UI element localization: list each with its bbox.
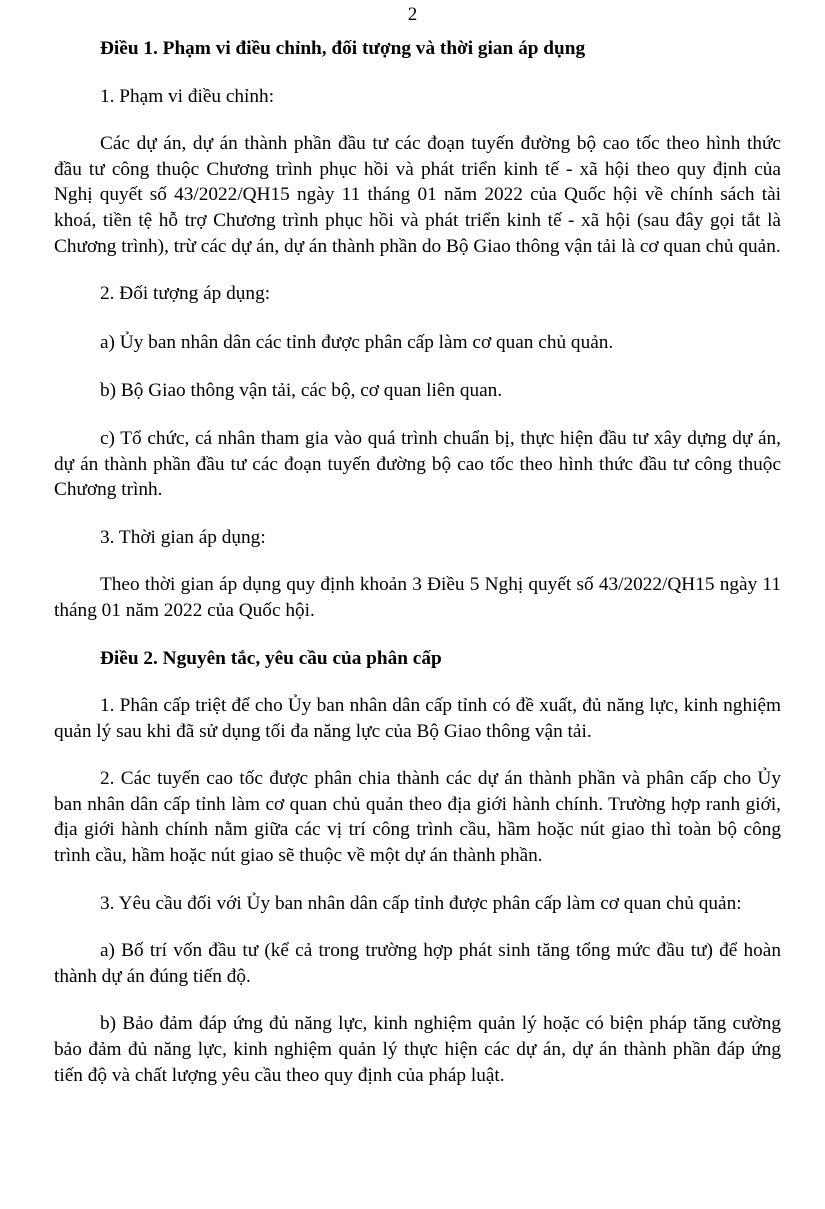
article-2-paragraph-1: 1. Phân cấp triệt để cho Ủy ban nhân dân cấp tỉnh có đề xuất, đủ năng lực, kinh nghiệm quản lý sau khi đã sử dụng tối đa năng lực của Bộ Giao thông vận tải. bbox=[54, 695, 781, 742]
article-1-section-2-item-c: c) Tổ chức, cá nhân tham gia vào quá trình chuẩn bị, thực hiện đầu tư xây dựng dự án, dự án thành phần đầu tư các đoạn tuyến đường bộ cao tốc theo hình thức đầu tư công thuộc Chương trình. bbox=[54, 427, 781, 501]
article-1-section-2-item-a: a) Ủy ban nhân dân các tỉnh được phân cấp làm cơ quan chủ quản. bbox=[100, 331, 614, 353]
page-number: 2 bbox=[407, 4, 418, 25]
article-2-paragraph-3-item-a: a) Bố trí vốn đầu tư (kể cả trong trường hợp phát sinh tăng tổng mức đầu tư) để hoàn thành dự án đúng tiến độ. bbox=[54, 940, 781, 987]
article-1-section-1-title: 1. Phạm vi điều chỉnh: bbox=[100, 85, 275, 107]
document-body bbox=[54, 36, 781, 1088]
article-2-paragraph-3-item-b: b) Bảo đảm đáp ứng đủ năng lực, kinh nghiệm quản lý hoặc có biện pháp tăng cường bảo đảm đủ năng lực, kinh nghiệm quản lý thực hiện các dự án, dự án thành phần đáp ứng tiến độ và chất lượng yêu cầu theo quy định của pháp luật. bbox=[54, 1013, 781, 1086]
article-1-section-1-body: Các dự án, dự án thành phần đầu tư các đoạn tuyến đường bộ cao tốc theo hình thức đầu tư công thuộc Chương trình phục hồi và phát triển kinh tế - xã hội theo quy định của Nghị quyết số 43/2022/QH15 ngày 11 tháng 01 năm 2022 của Quốc hội về chính sách tài khoá, tiền tệ hỗ trợ Chương trình phục hồi và phát triển kinh tế - xã hội (sau đây gọi tắt là Chương trình), trừ các dự án, dự án thành phần do Bộ Giao thông vận tải là cơ quan chủ quản. bbox=[54, 133, 781, 257]
article-1-heading: Điều 1. Phạm vi điều chỉnh, đối tượng và thời gian áp dụng bbox=[100, 38, 586, 59]
article-1-section-3-title: 3. Thời gian áp dụng: bbox=[100, 526, 266, 548]
article-1-section-2-title: 2. Đối tượng áp dụng: bbox=[100, 283, 271, 305]
article-1-section-2-item-b: b) Bộ Giao thông vận tải, các bộ, cơ quan liên quan. bbox=[100, 380, 503, 402]
article-2-paragraph-2: 2. Các tuyến cao tốc được phân chia thành các dự án thành phần và phân cấp cho Ủy ban nhân dân cấp tỉnh làm cơ quan chủ quản theo địa giới hành chính. Trường hợp ranh giới, địa giới hành chính nằm giữa các vị trí công trình cầu, hầm hoặc nút giao thì toàn bộ công trình cầu, hầm hoặc nút giao sẽ thuộc về một dự án thành phần. bbox=[54, 768, 781, 867]
article-1-section-3-body: Theo thời gian áp dụng quy định khoản 3 Điều 5 Nghị quyết số 43/2022/QH15 ngày 11 tháng 01 năm 2022 của Quốc hội. bbox=[54, 574, 781, 621]
article-2-paragraph-3: 3. Yêu cầu đối với Ủy ban nhân dân cấp tỉnh được phân cấp làm cơ quan chủ quản: bbox=[100, 892, 742, 914]
article-2-heading: Điều 2. Nguyên tắc, yêu cầu của phân cấp bbox=[100, 647, 442, 669]
